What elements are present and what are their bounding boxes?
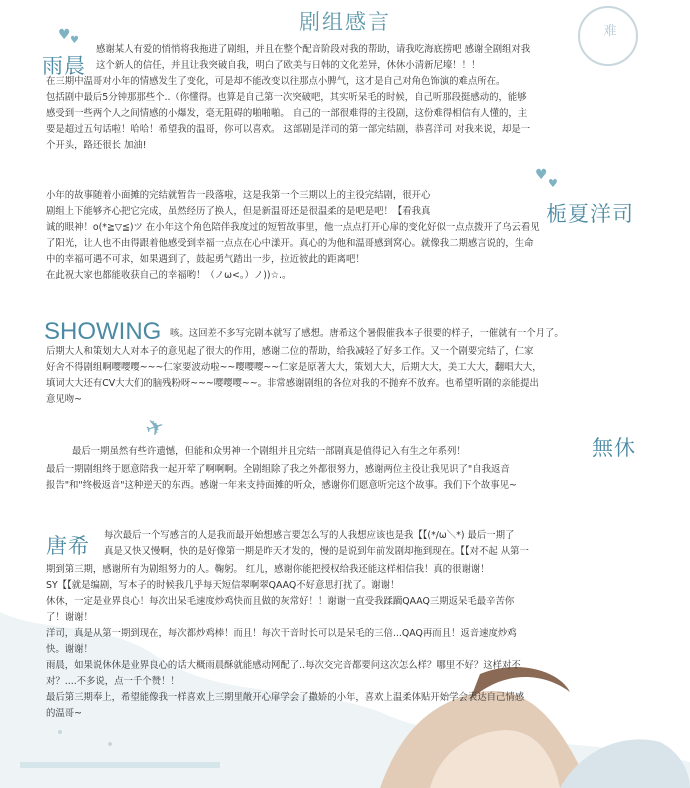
text-line: 休休，一定是业界良心！每次出呆毛速度炒鸡快而且做的灰常好！！谢谢一直受我蹂躏QAAQ三期返呆毛最辛苦你 bbox=[46, 596, 515, 607]
text-line: 中的幸福可遇不可求，如果遇到了，鼓起勇气踏出一步，拉近彼此的距离吧！ bbox=[46, 254, 365, 265]
text-line: 后期大人和策划大人对本子的意见起了很大的作用，感谢二位的帮助，给我减轻了好多工作。又一个剧要完结了，仁家 bbox=[46, 346, 534, 357]
text-line: 最后一期虽然有些许遗憾，但能和众男神一个剧组并且完结一部剧真是值得记入有生之年系列！ bbox=[72, 446, 466, 457]
text-line: 个开头，路还很长 加油! bbox=[46, 140, 147, 151]
text-line: 真是又快又慢啊，快的是好像第一期是昨天才发的，慢的是说到年前发剧却拖到现在。【【对不起 从第一 bbox=[104, 546, 529, 557]
text-line: 咳。这回差不多写完剧本就写了感想。唐希这个暑假催我本子很要的样子，一催就有一个月了。 bbox=[170, 328, 564, 339]
text-line: 每次最后一个写感言的人是我而最开始想感言要怎么写的人我想应该也是我【【(*/ω＼*) 最后一期了 bbox=[104, 530, 515, 541]
text-line: 小年的故事随着小面摊的完结就暂告一段落啦，这是我第一个三期以上的主役完结剧，很开心 bbox=[46, 190, 431, 201]
text-line: 好舍不得剧组啊嘤嘤嘤~~~仁家要波动啦~~嘤嘤嘤~~仁家是原著大大，策划大大，后期大大，美工大大，翻唱大大， bbox=[46, 362, 542, 373]
section-wuxiu-text-cont bbox=[46, 462, 517, 494]
section-showing-text bbox=[170, 326, 564, 342]
section-name-yangsi: 栀夏洋司 bbox=[546, 202, 634, 226]
section-name-wuxiu: 無休 bbox=[592, 436, 636, 460]
section-tangxi-text bbox=[104, 528, 529, 560]
text-line: 包括剧中最后5分钟那那些个..（你懂得。也算是自己第一次突破吧，其实听呆毛的时候，自己听那段挺感动的，能够 bbox=[46, 92, 527, 103]
text-line: 这个新人的信任，并且让我突破自我，明白了欧美与日韩的文化差异，休休小清新尼壕！！！ bbox=[96, 60, 481, 71]
paper-plane-icon: ✈ bbox=[142, 413, 168, 444]
section-yuchen-text-cont bbox=[46, 74, 530, 154]
text-line: 感受到一些两个人之间情感的小爆发，毫无阻碍的啪啪啪。 自己的一部很难得的主役剧，这份难得相信有人懂的，主 bbox=[46, 108, 528, 119]
text-line: 快。谢谢！ bbox=[46, 644, 93, 655]
text-line: 在此祝大家也都能收获自己的幸福哟！（ノω<。）ノ))☆.。 bbox=[46, 270, 292, 281]
section-name-yuchen: 雨晨 bbox=[42, 54, 86, 78]
text-line: 要是超过五句话啦！哈哈！希望我的温哥，你可以喜欢。 这部剧是洋司的第一部完结剧，恭喜洋司 对我来说，却是一 bbox=[46, 124, 531, 135]
text-line: 意见吻~ bbox=[46, 394, 82, 405]
text-line: 洋司，真是从第一期到现在，每次都炒鸡棒！而且！每次干音时长可以是呆毛的三倍...QAQ再而且！返音速度炒鸡 bbox=[46, 628, 517, 639]
text-line: 最后第三期奉上，希望能像我一样喜欢上三期里敞开心扉学会了撒娇的小年，喜欢上温柔体贴开始学会表达自己情感 bbox=[46, 692, 525, 703]
text-line: 的温哥~ bbox=[46, 708, 82, 719]
text-line: 报告"和"终极返音"这种逆天的东西。感谢一年来支持面摊的听众，感谢你们愿意听完这个故事。我们下个故事见~ bbox=[46, 480, 517, 491]
section-name-tangxi: 唐希 bbox=[46, 534, 90, 558]
text-line: 在三期中温哥对小年的情感发生了变化，可是却不能改变以往那点小脾气，这才是自己对角色饰演的难点所在。 bbox=[46, 76, 506, 87]
section-showing-text-cont bbox=[46, 344, 542, 408]
text-line: 剧组上下能够齐心把它完成，虽然经历了换人，但是新温哥还是很温柔的是吧是吧！【看我真 bbox=[46, 206, 431, 217]
heart-icon: ♥ bbox=[548, 177, 558, 190]
heart-icon: ♥ bbox=[58, 27, 71, 43]
page-title: 剧组感言 bbox=[299, 10, 391, 34]
heart-icon: ♥ bbox=[70, 35, 79, 46]
text-line: 填词大大还有CV大大们的脑残粉呀~~~嘤嘤嘤~~。非常感谢剧组的各位对我的不抛弃不放弃。也希望听剧的亲能提出 bbox=[46, 378, 539, 389]
text-line: SY【【就是编剧，写本子的时候我几乎每天短信翠啊翠QAAQ不好意思打扰了。谢谢！ bbox=[46, 580, 400, 591]
section-tangxi-text-cont bbox=[46, 562, 524, 722]
stamp-text: 难 bbox=[603, 24, 617, 39]
text-line: 了阳光，让人也不由得跟着他感受到幸福一点点在心中漾开。真心的为他和温哥感到窝心。就像我二期感言说的，生命 bbox=[46, 238, 534, 249]
text-line: 雨晨，如果说休休是业界良心的话大概雨晨酥就能感动网配了..每次交完音都要问这次怎么样？哪里不好？这样对不 bbox=[46, 660, 521, 671]
text-line: 最后一期剧组终于愿意陪我一起开荤了啊啊啊。全剧组除了我之外都很努力，感谢两位主役让我见识了"自我返音 bbox=[46, 464, 510, 475]
section-name-showing: SHOWING bbox=[44, 318, 162, 345]
text-line: 诚的眼神！o(*≧▽≦)ツ 在小年这个角色陪伴我度过的短暂故事里，他一点点打开心扉的变化好似一点点拨开了乌云看见 bbox=[46, 222, 540, 233]
text-line: 感谢某人有爱的悄悄将我拖进了剧组，并且在整个配音阶段对我的帮助，请我吃海底捞吧 感谢全剧组对我 bbox=[96, 44, 531, 55]
text-line: 了！谢谢！ bbox=[46, 612, 93, 623]
heart-icon: ♥ bbox=[535, 167, 548, 183]
section-yangsi-text bbox=[46, 188, 540, 284]
section-wuxiu-text bbox=[72, 444, 466, 460]
text-line: 对？....不多说，点一千个赞！！ bbox=[46, 676, 180, 687]
section-yuchen-text bbox=[96, 42, 530, 74]
text-line: 期到第三期，感谢所有为剧组努力的人。鞠躬。 红儿，感谢你能把授权给我还能这样相信我！真的很谢谢！ bbox=[46, 564, 490, 575]
